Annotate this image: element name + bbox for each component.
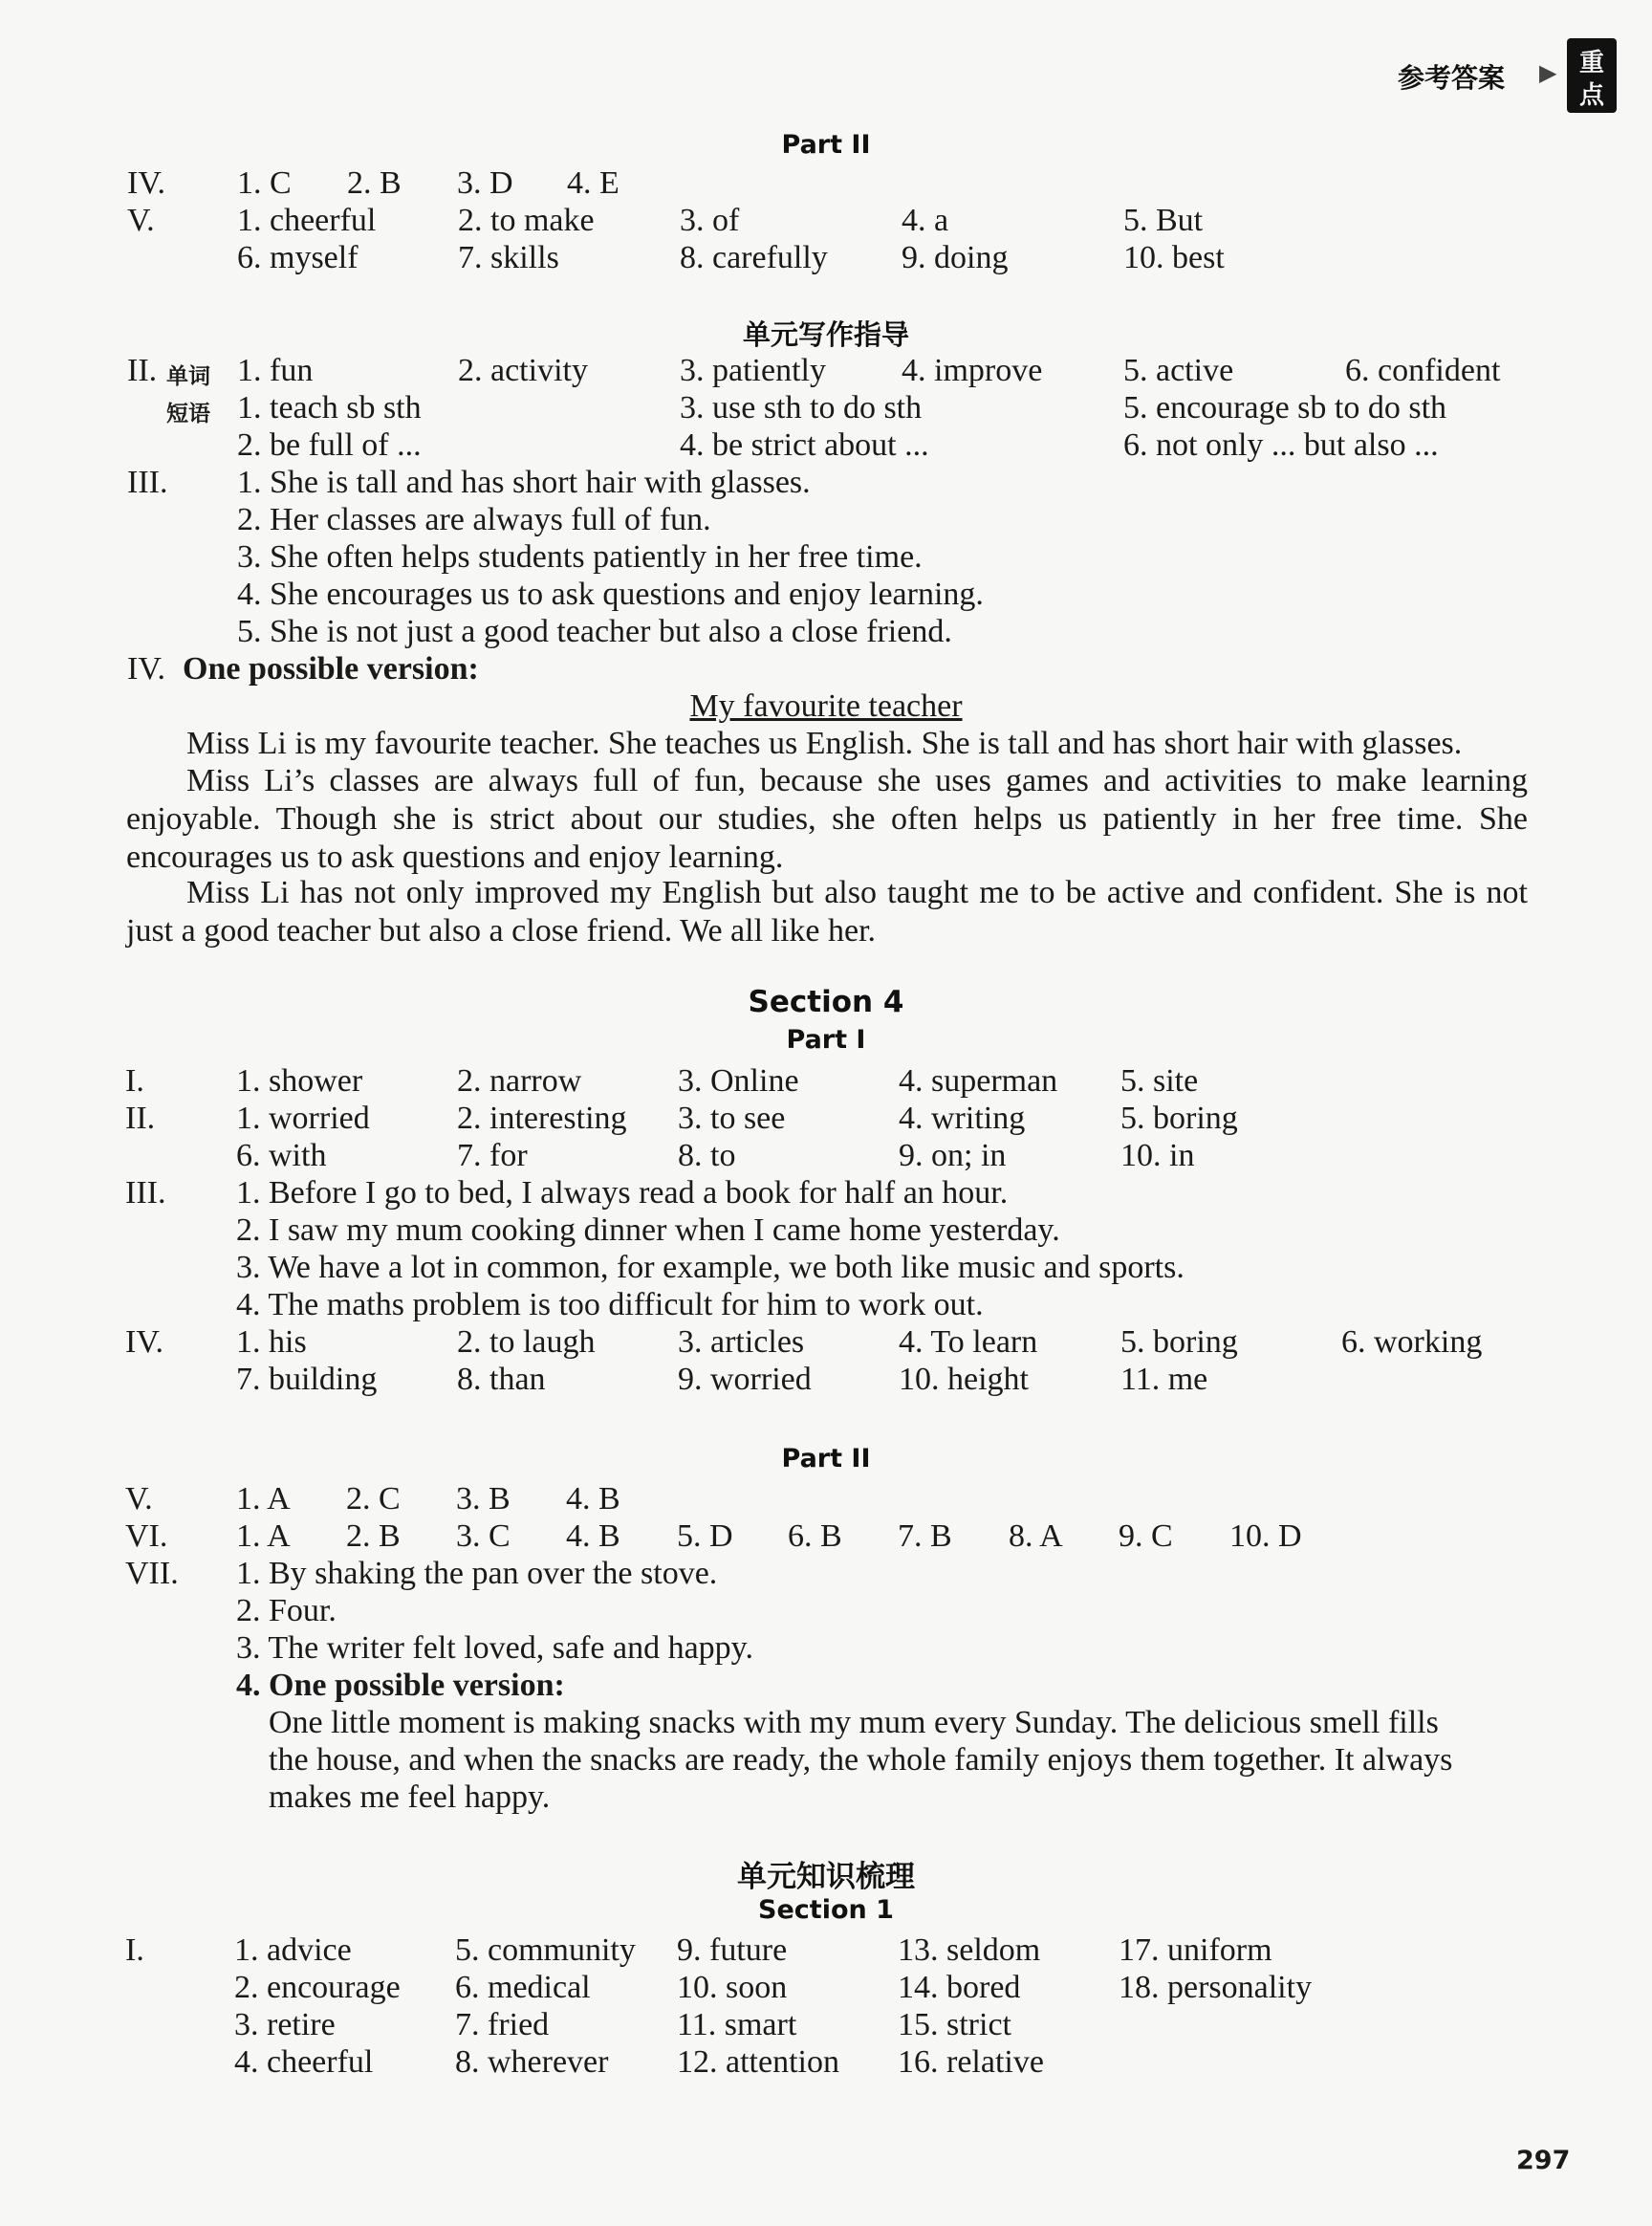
sentence: 1. Before I go to bed, I always read a book for half an hour. <box>236 1175 1009 1211</box>
answer: 2. encourage <box>234 1970 401 2005</box>
answer: 6. with <box>236 1138 327 1173</box>
answer-row-v-1 <box>0 202 1652 240</box>
answer: 1. teach sb sth <box>237 390 422 426</box>
answer: 9. on; in <box>899 1138 1007 1173</box>
answer: 18. personality <box>1119 1970 1313 2005</box>
answer-row-iv <box>0 164 1652 203</box>
answer-row-vi <box>0 1517 1652 1556</box>
answer: 17. uniform <box>1119 1932 1272 1968</box>
row-label: V. <box>127 203 155 238</box>
answer: 1. his <box>236 1324 307 1360</box>
row-label: III. <box>127 465 168 500</box>
sentence: 3. The writer felt loved, safe and happy. <box>236 1630 753 1666</box>
answer-row-iv-2 <box>0 1361 1652 1399</box>
row-label: II. <box>127 353 158 388</box>
answer: 3. patiently <box>680 353 826 388</box>
row-label: III. <box>125 1175 166 1211</box>
answer: 9. worried <box>678 1362 812 1397</box>
vocab-row-4 <box>0 2043 1652 2082</box>
essay-paragraph: Miss Li has not only improved my English but also taught me to be active and confident. She is not just a good teacher but also a close friend. We all like her. <box>126 875 1528 949</box>
writing-heading: 单元写作指导 <box>742 318 909 351</box>
answer: 2. to laugh <box>457 1324 596 1360</box>
answer: 1. A <box>236 1481 291 1517</box>
answer: 8. carefully <box>680 240 828 275</box>
answer: 7. building <box>236 1362 378 1397</box>
answer: 8. wherever <box>455 2044 609 2080</box>
answer: 6. B <box>788 1518 842 1554</box>
answer: 3. retire <box>234 2007 336 2042</box>
row-label: VI. <box>125 1518 168 1554</box>
answer: 2. be full of ... <box>237 427 422 463</box>
answer: 2. narrow <box>457 1063 582 1099</box>
answer: 5. boring <box>1120 1101 1238 1136</box>
answer: 1. cheerful <box>237 203 377 238</box>
answer-row-i <box>0 1062 1652 1101</box>
sentence: One little moment is making snacks with my mum every Sunday. The delicious smell fills <box>269 1705 1439 1740</box>
row-label: IV. <box>125 1324 163 1360</box>
answer: 4. a <box>902 203 949 238</box>
sentence: 1. By shaking the pan over the stove. <box>236 1556 718 1591</box>
answer: 2. to make <box>458 203 595 238</box>
essay-title: My favourite teacher <box>689 688 963 724</box>
sentence: makes me feel happy. <box>269 1779 551 1815</box>
answer: 10. D <box>1229 1518 1302 1554</box>
part-ii-heading: Part II <box>781 1444 871 1473</box>
answer: 15. strict <box>898 2007 1011 2042</box>
answer: 3. B <box>456 1481 511 1517</box>
row-label: IV. <box>127 651 165 687</box>
row-label: IV. <box>127 165 165 201</box>
answer: 1. advice <box>234 1932 352 1968</box>
answer: 4. To learn <box>899 1324 1038 1360</box>
answer: 9. future <box>677 1932 788 1968</box>
page-number: 297 <box>1516 2146 1571 2175</box>
sentence: 3. We have a lot in common, for example, we both like music and sports. <box>236 1250 1185 1285</box>
row-label: V. <box>125 1481 153 1517</box>
answer: 3. C <box>456 1518 511 1554</box>
part-i-heading: Part I <box>786 1025 866 1055</box>
sentence: 4. She encourages us to ask questions and enjoy learning. <box>237 577 984 612</box>
answer: 3. articles <box>678 1324 805 1360</box>
answer: 1. shower <box>236 1063 363 1099</box>
answer: 16. relative <box>898 2044 1044 2080</box>
vocab-row-3 <box>0 2006 1652 2044</box>
word-tag: 单词 <box>166 364 210 389</box>
answer-row-v-2 <box>0 239 1652 277</box>
answer-row-iv-1 <box>0 1323 1652 1362</box>
answer: 13. seldom <box>898 1932 1041 1968</box>
answer: 3. of <box>680 203 740 238</box>
answer-row-v <box>0 1480 1652 1518</box>
answer: 7. skills <box>458 240 559 275</box>
sentence: 2. Four. <box>236 1593 337 1628</box>
answer: 10. soon <box>677 1970 788 2005</box>
answer-row-ii-1 <box>0 1100 1652 1138</box>
answer: 3. Online <box>678 1063 799 1099</box>
sentence: 5. She is not just a good teacher but also a close friend. <box>237 614 952 649</box>
play-arrow-icon: ▶ <box>1539 59 1557 86</box>
knowledge-heading: 单元知识梳理 <box>737 1860 915 1894</box>
answer: 7. fried <box>455 2007 550 2042</box>
answer: 4. B <box>566 1481 620 1517</box>
phrase-tag: 短语 <box>166 402 210 426</box>
essay-paragraph: Miss Li is my favourite teacher. She teaches us English. She is tall and has short hair with glasses. <box>186 726 1463 761</box>
sentence: 2. I saw my mum cooking dinner when I came home yesterday. <box>236 1212 1060 1248</box>
answer: 12. attention <box>677 2044 839 2080</box>
answer: 1. C <box>237 165 292 201</box>
answer: 1. fun <box>237 353 314 388</box>
sentence: 3. She often helps students patiently in her free time. <box>237 539 923 575</box>
sentence: 4. The maths problem is too difficult for him to work out. <box>236 1287 984 1322</box>
sentence: 2. Her classes are always full of fun. <box>237 502 711 537</box>
answer: 6. confident <box>1345 353 1501 388</box>
vocab-row-1 <box>0 1931 1652 1970</box>
answer: 10. height <box>899 1362 1029 1397</box>
answer: 4. be strict about ... <box>680 427 929 463</box>
answer-row-ii-2 <box>0 1137 1652 1175</box>
answer: 6. myself <box>237 240 359 275</box>
essay-paragraph: Miss Li’s classes are always full of fun, because she uses games and activities to make learning enjoyable. Though she is strict about our studies, she often helps us patiently in her free time. She encourages us to ask questions and enjoy learning. <box>126 763 1528 875</box>
version-intro: One possible version: <box>183 651 479 687</box>
phrases-row-1 <box>0 389 1652 427</box>
answer: 5. active <box>1123 353 1234 388</box>
answer: 1. worried <box>236 1101 370 1136</box>
answer: 4. improve <box>902 353 1043 388</box>
answer: 14. bored <box>898 1970 1021 2005</box>
answer: 2. C <box>346 1481 401 1517</box>
words-row <box>0 352 1652 390</box>
answer: 2. B <box>346 1518 401 1554</box>
logo-char-2: 点 <box>1578 81 1605 110</box>
answer: 8. A <box>1009 1518 1063 1554</box>
answer: 1. A <box>236 1518 291 1554</box>
answer: 3. use sth to do sth <box>680 390 923 426</box>
answer: 4. superman <box>899 1063 1058 1099</box>
row-label: I. <box>125 1063 144 1099</box>
answer: 3. D <box>457 165 513 201</box>
answer: 5. encourage sb to do sth <box>1123 390 1447 426</box>
answer: 5. But <box>1123 203 1204 238</box>
answer: 10. best <box>1123 240 1225 275</box>
answer: 3. to see <box>678 1101 786 1136</box>
answer: 11. smart <box>677 2007 797 2042</box>
answer: 5. community <box>455 1932 636 1968</box>
answer: 9. C <box>1119 1518 1173 1554</box>
row-label: II. <box>125 1101 156 1136</box>
answer: 9. doing <box>902 240 1009 275</box>
section-1-heading: Section 1 <box>758 1895 894 1925</box>
row-label: I. <box>125 1932 144 1968</box>
sentence: 1. She is tall and has short hair with glasses. <box>237 465 811 500</box>
phrases-row-2 <box>0 426 1652 465</box>
logo <box>1565 36 1619 115</box>
answer: 4. writing <box>899 1101 1026 1136</box>
answer: 8. to <box>678 1138 736 1173</box>
vocab-row-2 <box>0 1969 1652 2007</box>
answer: 5. site <box>1120 1063 1199 1099</box>
row-label: VII. <box>125 1556 179 1591</box>
answer: 2. activity <box>458 353 588 388</box>
section-4-heading: Section 4 <box>748 985 904 1019</box>
part-ii-heading: Part II <box>781 130 871 160</box>
header-title: 参考答案 <box>1398 62 1506 94</box>
answer: 8. than <box>457 1362 546 1397</box>
answer: 2. interesting <box>457 1101 627 1136</box>
answer: 2. B <box>347 165 402 201</box>
answer: 4. E <box>567 165 620 201</box>
sentence: the house, and when the snacks are ready, the whole family enjoys them together. It always <box>269 1742 1453 1778</box>
answer: 7. for <box>457 1138 528 1173</box>
answer: 5. D <box>677 1518 733 1554</box>
logo-char-1: 重 <box>1578 49 1605 77</box>
answer: 11. me <box>1120 1362 1208 1397</box>
answer: 6. medical <box>455 1970 591 2005</box>
answer: 6. not only ... but also ... <box>1123 427 1439 463</box>
answer: 5. boring <box>1120 1324 1238 1360</box>
answer: 4. cheerful <box>234 2044 374 2080</box>
answer: 6. working <box>1341 1324 1483 1360</box>
answer: 10. in <box>1120 1138 1195 1173</box>
answer: 4. B <box>566 1518 620 1554</box>
version-intro: 4. One possible version: <box>236 1668 565 1703</box>
answer: 7. B <box>898 1518 952 1554</box>
